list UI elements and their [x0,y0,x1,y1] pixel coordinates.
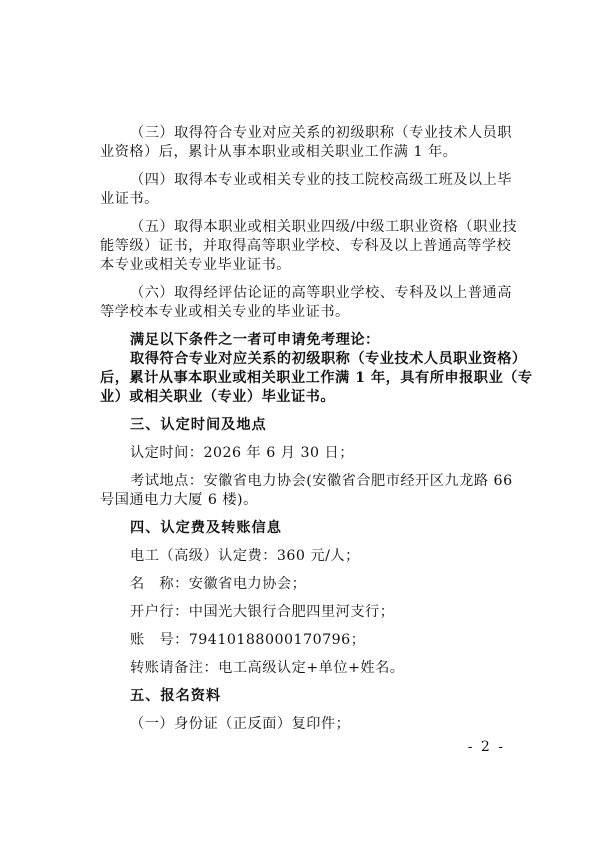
account-number: 账 号：79410188000170796； [130,632,366,648]
section-5-heading: 五、报名资料 [130,688,222,704]
page-number: - 2 - [467,739,505,755]
item-4-line-1: （四）取得本专业或相关专业的技工院校高级工班及以上毕 [130,172,512,188]
section-3-heading: 三、认定时间及地点 [130,417,267,433]
material-item-1: （一）身份证（正反面）复印件； [130,716,351,732]
item-3-line-2: 业资格）后，累计从事本职业或相关职业工作满 1 年。 [100,144,458,160]
exemption-line-2: 后，累计从事本职业或相关职业工作满 1 年，具有所申报职业（专 [100,370,533,386]
item-3-line-1: （三）取得符合专业对应关系的初级职称（专业技术人员职 [130,125,512,141]
exemption-title: 满足以下条件之一者可申请免考理论： [130,332,380,348]
item-6-line-2: 等学校本专业或相关专业的毕业证书。 [100,304,350,320]
transfer-remark: 转账请备注：电工高级认定+单位+姓名。 [130,660,405,676]
item-5-line-3: 本专业或相关专业毕业证书。 [100,257,291,273]
exam-place-line-2: 号国通电力大厦 6 楼)。 [100,492,258,508]
item-4-line-2: 业证书。 [100,191,159,207]
item-5-line-2: 能等级）证书，并取得高等职业学校、专科及以上普通高等学校 [100,238,512,254]
exemption-line-3: 业）或相关职业（专业）毕业证书。 [100,389,336,405]
fee-line: 电工（高级）认定费：360 元/人； [130,548,360,564]
item-6-line-1: （六）取得经评估论证的高等职业学校、专科及以上普通高 [130,285,512,301]
exam-time: 认定时间：2026 年 6 月 30 日； [130,445,354,461]
exam-place-line-1: 考试地点：安徽省电力协会(安徽省合肥市经开区九龙路 66 [130,473,513,489]
exemption-line-1: 取得符合专业对应关系的初级职称（专业技术人员职业资格） [130,351,527,367]
document-body [100,124,533,734]
account-name: 名 称：安徽省电力协会； [130,576,307,592]
section-4-heading: 四、认定费及转账信息 [130,520,282,536]
item-5-line-1: （五）取得本职业或相关职业四级/中级工职业资格（职业技 [130,219,518,235]
bank-name: 开户行：中国光大银行合肥四里河支行； [130,604,395,620]
